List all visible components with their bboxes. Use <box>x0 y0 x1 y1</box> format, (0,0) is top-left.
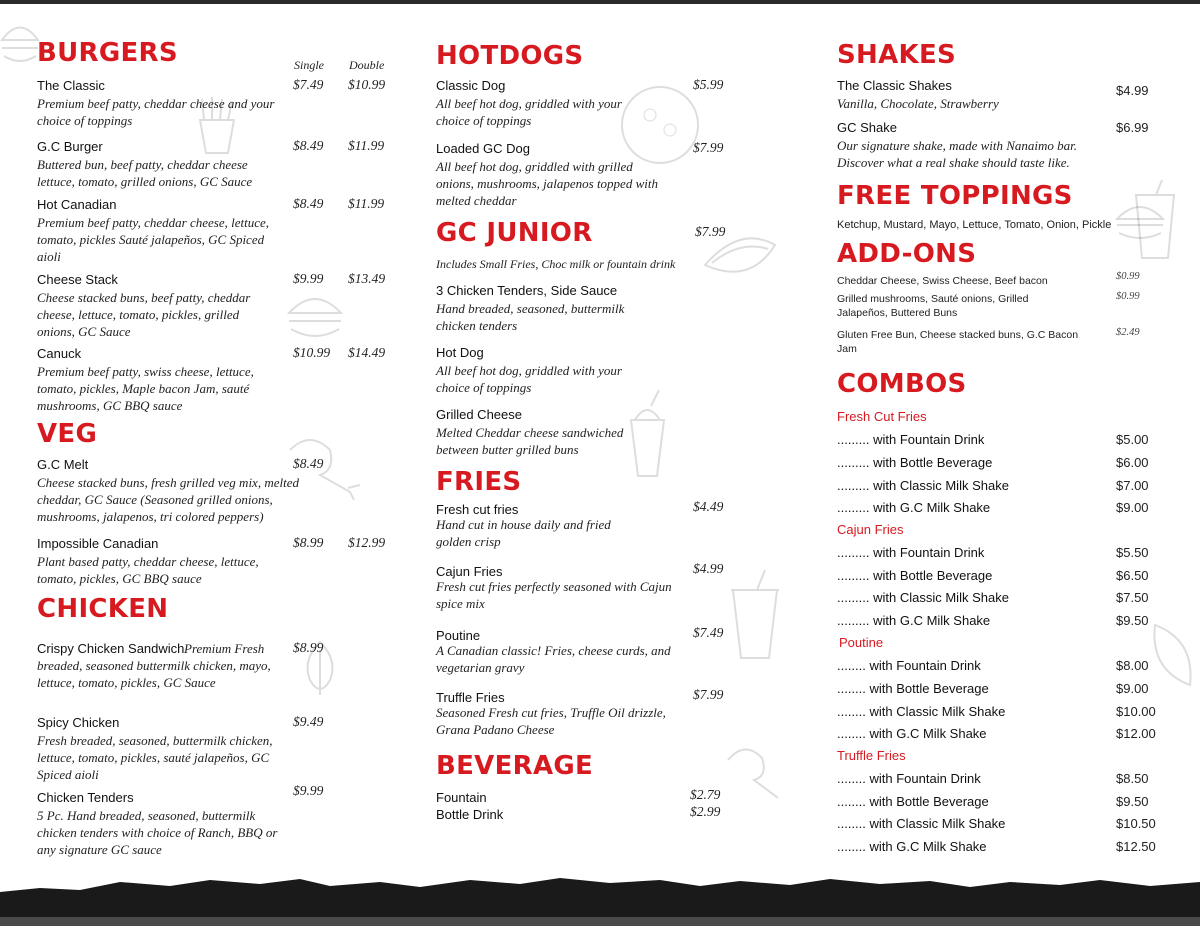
add-ons-heading: ADD-ONS <box>837 239 977 269</box>
price: $2.99 <box>690 804 721 819</box>
addon-name: Grilled mushrooms, Sauté onions, Grilled Jalapeños, Buttered Buns <box>837 293 1029 319</box>
single-price: $10.99 <box>293 345 331 360</box>
combo-row-label: ........ with Fountain Drink <box>837 658 981 673</box>
combo-row-label: ......... with Classic Milk Shake <box>837 478 1009 493</box>
price: $7.49 <box>693 625 724 640</box>
combo-row-price: $9.00 <box>1116 500 1149 515</box>
single-price: $7.49 <box>293 77 324 92</box>
price: $9.99 <box>293 783 324 798</box>
item-name: Cajun Fries <box>436 564 503 579</box>
combo-row-label: ........ with G.C Milk Shake <box>837 839 987 854</box>
item-description: Fresh cut fries perfectly seasoned with Cajun spice mix <box>436 579 672 611</box>
combo-row-price: $7.00 <box>1116 478 1149 493</box>
item-description-inline: Premium Fresh <box>184 641 265 656</box>
combo-row-label: ........ with Classic Milk Shake <box>837 704 1006 719</box>
item-name: The Classic Shakes <box>837 78 952 93</box>
single-price: $8.49 <box>293 456 324 471</box>
combo-row-price: $9.50 <box>1116 613 1149 628</box>
item-description: Premium beef patty, cheddar cheese and your choice of toppings <box>37 96 275 128</box>
combo-row-label: ......... with G.C Milk Shake <box>837 613 991 628</box>
addon-name: Cheddar Cheese, Swiss Cheese, Beef bacon <box>837 275 1048 287</box>
combo-row-label: ......... with Fountain Drink <box>837 432 985 447</box>
combo-row-price: $5.00 <box>1116 432 1149 447</box>
combo-row-label: ........ with Fountain Drink <box>837 771 981 786</box>
item-name: Canuck <box>37 346 82 361</box>
item-description: Hand cut in house daily and fried golden crisp <box>436 517 611 549</box>
item-description: Cheese stacked buns, fresh grilled veg mix, melted cheddar, GC Sauce (Seasoned grilled onions, mushrooms, jalapenos, tri colored peppers) <box>37 475 299 524</box>
single-price: $9.99 <box>293 271 324 286</box>
addon-name: Gluten Free Bun, Cheese stacked buns, G.C Bacon Jam <box>837 329 1079 355</box>
shakes-heading: SHAKES <box>837 40 957 70</box>
combo-row-price: $12.50 <box>1116 839 1156 854</box>
double-price: $11.99 <box>348 196 385 211</box>
combo-row-label: ........ with Bottle Beverage <box>837 794 989 809</box>
gc-junior-note: Includes Small Fries, Choc milk or fountain drink <box>436 257 676 271</box>
combo-row-price: $9.50 <box>1116 794 1149 809</box>
item-name: Fountain <box>436 790 487 805</box>
double-price: $12.99 <box>348 535 386 550</box>
hotdogs-section <box>400 4 800 864</box>
combo-row-label: ......... with Bottle Beverage <box>837 455 993 470</box>
double-price: $13.49 <box>348 271 386 286</box>
combo-row-label: ......... with Fountain Drink <box>837 545 985 560</box>
addon-price: $0.99 <box>1116 291 1140 302</box>
item-name: Classic Dog <box>436 78 506 93</box>
item-description: Buttered bun, beef patty, cheddar cheese lettuce, tomato, grilled onions, GC Sauce <box>37 157 253 189</box>
item-name: The Classic <box>37 78 105 93</box>
item-name: Spicy Chicken <box>37 715 120 730</box>
item-name: Chicken Tenders <box>37 790 134 805</box>
price: $4.49 <box>693 499 724 514</box>
addon-price: $2.49 <box>1116 327 1140 338</box>
item-description: Vanilla, Chocolate, Strawberry <box>837 96 999 111</box>
item-name: G.C Burger <box>37 139 103 154</box>
item-name: Cheese Stack <box>37 272 118 287</box>
single-price: $8.99 <box>293 535 324 550</box>
burgers-section <box>0 4 400 864</box>
combo-row-price: $10.00 <box>1116 704 1156 719</box>
item-name: Loaded GC Dog <box>436 141 530 156</box>
item-description: All beef hot dog, griddled with grilled onions, mushrooms, jalapenos topped with melted cheddar <box>436 159 658 208</box>
gc-junior-price: $7.99 <box>695 224 726 239</box>
menu-board <box>0 4 1200 864</box>
item-description: All beef hot dog, griddled with your choice of toppings <box>436 96 622 128</box>
addon-price: $0.99 <box>1116 271 1140 282</box>
item-name: Hot Canadian <box>37 197 117 212</box>
combo-row-price: $6.50 <box>1116 568 1149 583</box>
fries-heading: FRIES <box>436 467 522 497</box>
item-description: Cheese stacked buns, beef patty, cheddar cheese, lettuce, tomato, pickles, grilled onions, GC Sauce <box>37 290 251 339</box>
combo-row-price: $7.50 <box>1116 590 1149 605</box>
item-name: G.C Melt <box>37 457 89 472</box>
item-description: A Canadian classic! Fries, cheese curds, and vegetarian gravy <box>436 643 671 675</box>
item-description: Melted Cheddar cheese sandwiched between butter grilled buns <box>436 425 624 457</box>
toppings-list: Ketchup, Mustard, Mayo, Lettuce, Tomato, Onion, Pickle <box>837 219 1112 231</box>
item-description: breaded, seasoned buttermilk chicken, mayo, lettuce, tomato, pickles, GC Sauce <box>37 658 271 690</box>
item-description: Hand breaded, seasoned, buttermilk chicken tenders <box>436 301 625 333</box>
combo-row-label: ......... with G.C Milk Shake <box>837 500 991 515</box>
combo-row-price: $12.00 <box>1116 726 1156 741</box>
gc-junior-heading: GC JUNIOR <box>436 218 593 248</box>
single-column-label: Single <box>294 58 324 72</box>
burgers-heading: BURGERS <box>37 38 178 68</box>
shakes-section <box>800 4 1200 864</box>
combo-row-label: ........ with Bottle Beverage <box>837 681 989 696</box>
combo-group-title: Cajun Fries <box>837 522 904 537</box>
item-description: Our signature shake, made with Nanaimo bar. Discover what a real shake should taste like. <box>837 138 1078 170</box>
item-description: Fresh breaded, seasoned, buttermilk chicken, lettuce, tomato, pickles, sauté jalapeños, GC Spiced aioli <box>37 733 273 782</box>
price: $4.99 <box>1116 83 1149 98</box>
price: $6.99 <box>1116 120 1149 135</box>
item-name: Fresh cut fries <box>436 502 519 517</box>
combo-row-price: $6.00 <box>1116 455 1149 470</box>
item-name: Crispy Chicken Sandwich <box>37 641 185 656</box>
combo-row-price: $8.00 <box>1116 658 1149 673</box>
single-price: $8.49 <box>293 196 324 211</box>
item-name: Hot Dog <box>436 345 484 360</box>
item-name: Grilled Cheese <box>436 407 522 422</box>
chicken-heading: CHICKEN <box>37 594 169 624</box>
double-price: $11.99 <box>348 138 385 153</box>
item-name: Truffle Fries <box>436 690 505 705</box>
price: $2.79 <box>690 787 721 802</box>
veg-heading: VEG <box>37 419 98 449</box>
combo-row-label: ........ with Classic Milk Shake <box>837 816 1006 831</box>
double-price: $10.99 <box>348 77 386 92</box>
item-description: Premium beef patty, swiss cheese, lettuce, tomato, pickles, Maple bacon Jam, sauté mushrooms, GC BBQ sauce <box>37 364 254 413</box>
combo-group-title: Fresh Cut Fries <box>837 409 927 424</box>
combo-row-label: ......... with Bottle Beverage <box>837 568 993 583</box>
combo-row-price: $8.50 <box>1116 771 1149 786</box>
double-price: $14.49 <box>348 345 386 360</box>
item-name: GC Shake <box>837 120 897 135</box>
item-name: Impossible Canadian <box>37 536 159 551</box>
combo-group-title: Truffle Fries <box>837 748 906 763</box>
combo-row-price: $9.00 <box>1116 681 1149 696</box>
item-description: All beef hot dog, griddled with your choice of toppings <box>436 363 622 395</box>
combo-row-label: ......... with Classic Milk Shake <box>837 590 1009 605</box>
price: $7.99 <box>693 140 724 155</box>
combos-heading: COMBOS <box>837 369 967 399</box>
item-description: Seasoned Fresh cut fries, Truffle Oil drizzle, Grana Padano Cheese <box>436 705 666 737</box>
grunge-bottom-band <box>0 862 1200 926</box>
free-toppings-heading: FREE TOPPINGS <box>837 181 1073 211</box>
combo-row-price: $5.50 <box>1116 545 1149 560</box>
price: $4.99 <box>693 561 724 576</box>
item-name: 3 Chicken Tenders, Side Sauce <box>436 283 618 298</box>
price: $8.99 <box>293 640 324 655</box>
beverage-heading: BEVERAGE <box>436 751 594 781</box>
combo-row-label: ........ with G.C Milk Shake <box>837 726 987 741</box>
price: $7.99 <box>693 687 724 702</box>
item-description: Plant based patty, cheddar cheese, lettuce, tomato, pickles, GC BBQ sauce <box>37 554 259 586</box>
price: $5.99 <box>693 77 724 92</box>
combo-group-title: Poutine <box>839 635 884 650</box>
combo-row-price: $10.50 <box>1116 816 1156 831</box>
single-price: $8.49 <box>293 138 324 153</box>
item-description: 5 Pc. Hand breaded, seasoned, buttermilk chicken tenders with choice of Ranch, BBQ or any signature GC sauce <box>37 808 278 857</box>
item-name: Poutine <box>436 628 481 643</box>
price: $9.49 <box>293 714 324 729</box>
item-description: Premium beef patty, cheddar cheese, lettuce, tomato, pickles Sauté jalapeños, GC Spiced aioli <box>37 215 269 264</box>
double-column-label: Double <box>349 58 385 72</box>
item-name: Bottle Drink <box>436 807 504 822</box>
hotdogs-heading: HOTDOGS <box>436 41 584 71</box>
